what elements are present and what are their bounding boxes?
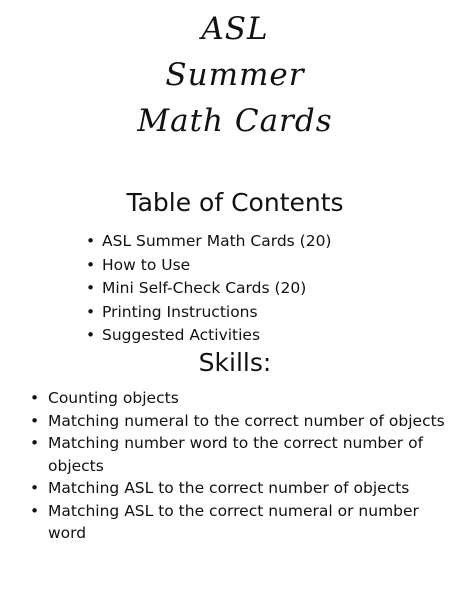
bullet-icon: • — [86, 302, 96, 321]
toc-item-label: Printing Instructions — [102, 302, 258, 321]
skills-heading: Skills: — [198, 348, 272, 377]
skill-item — [30, 500, 450, 545]
document-title — [0, 6, 470, 144]
skills-list — [30, 387, 450, 545]
skill-item — [30, 477, 450, 500]
skill-item-label: Matching numeral to the correct number of objects — [48, 411, 445, 430]
bullet-icon: • — [30, 389, 40, 407]
skill-item — [30, 387, 450, 410]
bullet-icon: • — [30, 501, 40, 520]
skill-item — [30, 432, 450, 477]
toc-item-label: How to Use — [102, 255, 191, 274]
toc-item — [86, 230, 331, 254]
toc-item — [86, 277, 331, 301]
title-line-asl: ASL — [201, 11, 269, 47]
bullet-icon: • — [86, 326, 96, 344]
toc-list — [86, 230, 331, 348]
title-line-summer: Summer — [165, 57, 305, 93]
bullet-icon: • — [30, 411, 40, 430]
toc-heading: Table of Contents — [126, 188, 344, 217]
skill-item-label: Matching ASL to the correct number of objects — [48, 479, 410, 497]
skill-item — [30, 410, 450, 433]
toc-item-label: ASL Summer Math Cards (20) — [102, 232, 332, 250]
bullet-icon: • — [86, 232, 96, 250]
toc-item-label: Mini Self-Check Cards (20) — [102, 279, 307, 297]
bullet-icon: • — [86, 255, 96, 274]
toc-item-label: Suggested Activities — [102, 326, 261, 344]
bullet-icon: • — [30, 434, 40, 452]
toc-item — [86, 301, 331, 325]
skill-item-label: Matching ASL to the correct numeral or number word — [48, 501, 419, 542]
skill-item-label: Counting objects — [48, 389, 179, 407]
bullet-icon: • — [86, 279, 96, 297]
skill-item-label: Matching number word to the correct number of objects — [48, 434, 424, 475]
toc-item — [86, 324, 331, 348]
bullet-icon: • — [30, 479, 40, 497]
title-line-math-cards: Math Cards — [137, 103, 333, 139]
toc-item — [86, 254, 331, 278]
